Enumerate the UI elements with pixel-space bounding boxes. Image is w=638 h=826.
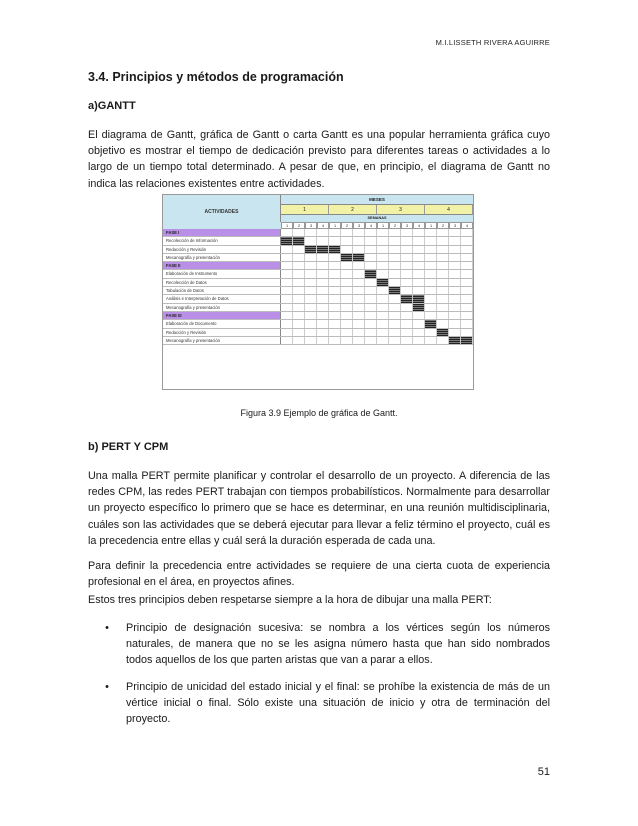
gantt-cell xyxy=(341,246,353,253)
gantt-cell xyxy=(353,229,365,236)
gantt-cell xyxy=(413,312,425,319)
gantt-cell xyxy=(377,295,389,302)
week-number: 3 xyxy=(305,222,317,229)
gantt-cell xyxy=(401,320,413,327)
gantt-cell xyxy=(437,295,449,302)
gantt-cell xyxy=(413,287,425,294)
gantt-cell xyxy=(317,312,329,319)
gantt-cell xyxy=(317,295,329,302)
gantt-cell xyxy=(365,246,377,253)
list-item xyxy=(88,679,550,728)
gantt-cell xyxy=(401,312,413,319)
gantt-cell xyxy=(425,270,437,277)
gantt-cell xyxy=(353,270,365,277)
gantt-cell xyxy=(341,229,353,236)
gantt-cell xyxy=(437,229,449,236)
gantt-cell xyxy=(281,320,293,327)
gantt-cell xyxy=(389,237,401,244)
gantt-cell xyxy=(377,270,389,277)
gantt-cell xyxy=(449,329,461,336)
gantt-cell xyxy=(293,287,305,294)
gantt-cell xyxy=(329,295,341,302)
gantt-cell xyxy=(413,329,425,336)
gantt-cell xyxy=(281,246,293,253)
gantt-cell xyxy=(281,329,293,336)
gantt-cell xyxy=(317,254,329,261)
week-numbers xyxy=(281,222,473,229)
gantt-cell xyxy=(461,312,473,319)
gantt-cell xyxy=(293,254,305,261)
gantt-cell xyxy=(449,304,461,311)
gantt-activity-row xyxy=(163,329,473,337)
gantt-bar-cell xyxy=(341,254,353,261)
gantt-cell xyxy=(317,229,329,236)
gantt-chart-figure xyxy=(162,194,474,390)
gantt-cell xyxy=(377,287,389,294)
gantt-cell xyxy=(437,304,449,311)
gantt-cell xyxy=(437,254,449,261)
gantt-cell xyxy=(305,229,317,236)
week-number: 3 xyxy=(353,222,365,229)
gantt-cell xyxy=(437,320,449,327)
principles-list xyxy=(88,620,550,737)
gantt-cell xyxy=(461,279,473,286)
gantt-cell xyxy=(425,287,437,294)
gantt-cell xyxy=(341,304,353,311)
gantt-cell xyxy=(425,254,437,261)
gantt-cell xyxy=(365,337,377,344)
gantt-heading: a)GANTT xyxy=(88,100,136,112)
month-number: 3 xyxy=(377,205,425,215)
gantt-cell xyxy=(389,304,401,311)
gantt-cell xyxy=(389,262,401,269)
gantt-cell xyxy=(281,229,293,236)
gantt-cell xyxy=(413,320,425,327)
running-header: M.I.LISSETH RIVERA AGUIRRE xyxy=(435,38,550,47)
gantt-cell xyxy=(377,229,389,236)
gantt-cell xyxy=(389,254,401,261)
gantt-cell xyxy=(293,312,305,319)
gantt-bar-cell xyxy=(365,270,377,277)
gantt-cell xyxy=(329,237,341,244)
gantt-bar-cell xyxy=(401,295,413,302)
gantt-bar-cell xyxy=(281,237,293,244)
gantt-cell xyxy=(353,262,365,269)
activity-label: Mecanografía y presentación xyxy=(163,304,281,311)
gantt-cell xyxy=(293,304,305,311)
activity-label: Tabulación de Datos xyxy=(163,287,281,294)
gantt-cell xyxy=(401,337,413,344)
gantt-cell xyxy=(281,295,293,302)
gantt-cell xyxy=(389,229,401,236)
week-number: 4 xyxy=(317,222,329,229)
gantt-cell xyxy=(293,295,305,302)
gantt-cell xyxy=(353,237,365,244)
gantt-cell xyxy=(293,320,305,327)
gantt-bar-cell xyxy=(449,337,461,344)
activities-header: ACTIVIDADES xyxy=(163,195,281,229)
gantt-bar-cell xyxy=(425,320,437,327)
gantt-cell xyxy=(401,246,413,253)
gantt-cell xyxy=(365,254,377,261)
gantt-cell xyxy=(413,229,425,236)
gantt-cell xyxy=(425,262,437,269)
gantt-cell xyxy=(449,254,461,261)
gantt-cell xyxy=(461,229,473,236)
gantt-cell xyxy=(329,320,341,327)
gantt-cell xyxy=(401,287,413,294)
gantt-cell xyxy=(389,246,401,253)
week-number: 1 xyxy=(425,222,437,229)
gantt-cell xyxy=(293,279,305,286)
gantt-cell xyxy=(461,254,473,261)
gantt-activity-row xyxy=(163,295,473,303)
gantt-cell xyxy=(401,304,413,311)
week-number: 4 xyxy=(413,222,425,229)
week-number: 2 xyxy=(389,222,401,229)
gantt-cell xyxy=(461,329,473,336)
gantt-cell xyxy=(305,254,317,261)
gantt-cell xyxy=(377,312,389,319)
gantt-cell xyxy=(317,270,329,277)
gantt-cell xyxy=(437,246,449,253)
gantt-cell xyxy=(401,254,413,261)
months-header: MESES xyxy=(281,195,473,205)
gantt-cell xyxy=(377,246,389,253)
gantt-phase-row xyxy=(163,229,473,237)
gantt-cell xyxy=(461,295,473,302)
gantt-cell xyxy=(341,237,353,244)
week-number: 4 xyxy=(365,222,377,229)
gantt-cell xyxy=(281,279,293,286)
gantt-cell xyxy=(401,329,413,336)
gantt-cell xyxy=(293,246,305,253)
gantt-cell xyxy=(377,262,389,269)
gantt-cell xyxy=(353,287,365,294)
bullet-icon: • xyxy=(105,622,109,634)
gantt-cell xyxy=(317,262,329,269)
gantt-cell xyxy=(305,337,317,344)
gantt-cell xyxy=(293,329,305,336)
gantt-paragraph: El diagrama de Gantt, gráfica de Gantt o carta Gantt es una popular herramienta gráfica cuyo objetivo es mostrar el tiempo de dedicación previsto para diferentes tareas o actividades a lo largo de un tiempo total determinado. A pesar de que, en principio, el diagrama de Gantt no indica las relaciones existentes entre actividades. xyxy=(88,129,550,190)
gantt-cell xyxy=(281,262,293,269)
week-number: 2 xyxy=(437,222,449,229)
gantt-cell xyxy=(329,287,341,294)
gantt-activity-row xyxy=(163,246,473,254)
week-number: 4 xyxy=(461,222,473,229)
gantt-activity-row xyxy=(163,279,473,287)
gantt-cell xyxy=(461,262,473,269)
gantt-cell xyxy=(329,329,341,336)
pert-heading: b) PERT Y CPM xyxy=(88,441,169,453)
gantt-cell xyxy=(281,287,293,294)
gantt-activity-row xyxy=(163,270,473,278)
gantt-cell xyxy=(389,295,401,302)
gantt-cell xyxy=(353,320,365,327)
gantt-cell xyxy=(437,237,449,244)
gantt-cell xyxy=(353,312,365,319)
gantt-cell xyxy=(353,304,365,311)
gantt-bar-cell xyxy=(353,254,365,261)
gantt-cell xyxy=(377,337,389,344)
gantt-cell xyxy=(401,279,413,286)
activity-label: FASE II xyxy=(163,262,281,269)
gantt-bar-cell xyxy=(461,337,473,344)
gantt-cell xyxy=(401,229,413,236)
week-number: 3 xyxy=(449,222,461,229)
gantt-cell xyxy=(365,295,377,302)
gantt-cell xyxy=(329,304,341,311)
gantt-cell xyxy=(305,295,317,302)
gantt-cell xyxy=(425,279,437,286)
gantt-phase-row xyxy=(163,262,473,270)
gantt-cell xyxy=(293,229,305,236)
gantt-cell xyxy=(281,337,293,344)
gantt-header xyxy=(163,195,473,229)
gantt-cell xyxy=(329,229,341,236)
gantt-cell xyxy=(341,270,353,277)
activity-label: Elaboración de Instrumento xyxy=(163,270,281,277)
gantt-cell xyxy=(305,329,317,336)
gantt-cell xyxy=(413,279,425,286)
gantt-cell xyxy=(365,262,377,269)
gantt-cell xyxy=(305,304,317,311)
gantt-activity-row xyxy=(163,304,473,312)
gantt-cell xyxy=(365,329,377,336)
gantt-cell xyxy=(317,304,329,311)
gantt-activity-row xyxy=(163,337,473,345)
activity-label: Análisis e Interpretación de Datos xyxy=(163,295,281,302)
gantt-cell xyxy=(317,329,329,336)
gantt-cell xyxy=(353,329,365,336)
gantt-cell xyxy=(365,237,377,244)
gantt-cell xyxy=(389,270,401,277)
gantt-cell xyxy=(413,237,425,244)
gantt-cell xyxy=(401,262,413,269)
gantt-cell xyxy=(437,279,449,286)
gantt-cell xyxy=(437,337,449,344)
week-number: 2 xyxy=(293,222,305,229)
section-title: 3.4. Principios y métodos de programación xyxy=(88,70,344,84)
gantt-cell xyxy=(437,270,449,277)
gantt-cell xyxy=(353,279,365,286)
gantt-cell xyxy=(317,279,329,286)
gantt-cell xyxy=(281,312,293,319)
gantt-cell xyxy=(341,312,353,319)
gantt-cell xyxy=(425,246,437,253)
gantt-cell xyxy=(461,320,473,327)
gantt-cell xyxy=(305,237,317,244)
gantt-cell xyxy=(341,279,353,286)
gantt-bar-cell xyxy=(389,287,401,294)
gantt-cell xyxy=(353,295,365,302)
gantt-cell xyxy=(437,287,449,294)
gantt-cell xyxy=(293,270,305,277)
gantt-cell xyxy=(329,312,341,319)
gantt-cell xyxy=(449,295,461,302)
gantt-cell xyxy=(281,254,293,261)
gantt-cell xyxy=(449,279,461,286)
gantt-cell xyxy=(389,312,401,319)
gantt-cell xyxy=(341,329,353,336)
gantt-cell xyxy=(329,270,341,277)
gantt-cell xyxy=(365,279,377,286)
gantt-cell xyxy=(329,254,341,261)
gantt-cell xyxy=(425,295,437,302)
gantt-cell xyxy=(365,287,377,294)
page-number: 51 xyxy=(537,766,550,778)
gantt-cell xyxy=(305,270,317,277)
gantt-cell xyxy=(449,287,461,294)
week-number: 2 xyxy=(341,222,353,229)
gantt-cell xyxy=(425,312,437,319)
gantt-cell xyxy=(341,287,353,294)
gantt-cell xyxy=(449,246,461,253)
activity-label: Mecanografía y presentación xyxy=(163,337,281,344)
gantt-cell xyxy=(413,254,425,261)
gantt-cell xyxy=(377,320,389,327)
gantt-cell xyxy=(317,337,329,344)
gantt-cell xyxy=(317,287,329,294)
gantt-cell xyxy=(341,337,353,344)
gantt-cell xyxy=(377,254,389,261)
gantt-phase-row xyxy=(163,312,473,320)
week-number: 1 xyxy=(329,222,341,229)
gantt-cell xyxy=(461,246,473,253)
activity-label: Redacción y Revisión xyxy=(163,329,281,336)
gantt-cell xyxy=(425,229,437,236)
list-item-text: Principio de unicidad del estado inicial y el final: se prohíbe la existencia de más de un vértice inicial o final. Sólo existe una situación de inicio y otra de terminación del proyecto. xyxy=(126,680,550,726)
gantt-cell xyxy=(377,329,389,336)
weeks-header: SEMANAS xyxy=(281,215,473,222)
gantt-cell xyxy=(389,329,401,336)
gantt-cell xyxy=(305,312,317,319)
gantt-cell xyxy=(365,229,377,236)
gantt-activity-row xyxy=(163,320,473,328)
gantt-cell xyxy=(389,337,401,344)
gantt-bar-cell xyxy=(413,304,425,311)
gantt-cell xyxy=(305,279,317,286)
gantt-cell xyxy=(401,270,413,277)
gantt-cell xyxy=(353,246,365,253)
gantt-activity-row xyxy=(163,254,473,262)
gantt-cell xyxy=(377,304,389,311)
gantt-cell xyxy=(461,304,473,311)
gantt-activity-row xyxy=(163,237,473,245)
gantt-activity-row xyxy=(163,287,473,295)
month-number: 2 xyxy=(329,205,377,215)
gantt-bar-cell xyxy=(305,246,317,253)
gantt-cell xyxy=(329,337,341,344)
gantt-cell xyxy=(305,320,317,327)
activity-label: Mecanografía y presentación xyxy=(163,254,281,261)
gantt-cell xyxy=(449,270,461,277)
gantt-cell xyxy=(341,262,353,269)
gantt-bar-cell xyxy=(293,237,305,244)
gantt-cell xyxy=(377,237,389,244)
gantt-cell xyxy=(329,279,341,286)
gantt-cell xyxy=(341,295,353,302)
activity-label: Redacción y Revisión xyxy=(163,246,281,253)
activity-label: Recolección de Información xyxy=(163,237,281,244)
gantt-cell xyxy=(341,320,353,327)
gantt-cell xyxy=(449,320,461,327)
gantt-cell xyxy=(461,287,473,294)
gantt-cell xyxy=(401,237,413,244)
pert-paragraph-1: Una malla PERT permite planificar y controlar el desarrollo de un proyecto. A diferencia de las redes CPM, las redes PERT trabajan con tiempos probabilísticos. Normalmente para desarrollar un proyecto específico lo primero que se hace es determinar, en una reunión multidisciplinaria, cuáles son las actividades que se deberá ejecutar para llevar a feliz término el proyecto, cuál es la precedencia entre ellas y cuál será la duración esperada de cada una. xyxy=(88,470,550,547)
activity-label: FASE III xyxy=(163,312,281,319)
gantt-cell xyxy=(365,304,377,311)
gantt-bar-cell xyxy=(377,279,389,286)
figure-caption: Figura 3.9 Ejemplo de gráfica de Gantt. xyxy=(240,408,398,418)
gantt-cell xyxy=(389,279,401,286)
list-item xyxy=(88,620,550,669)
gantt-cell xyxy=(425,237,437,244)
gantt-cell xyxy=(305,287,317,294)
week-number: 1 xyxy=(377,222,389,229)
gantt-cell xyxy=(437,312,449,319)
gantt-cell xyxy=(353,337,365,344)
month-numbers xyxy=(281,205,473,215)
gantt-cell xyxy=(281,304,293,311)
gantt-cell xyxy=(365,320,377,327)
gantt-cell xyxy=(461,270,473,277)
gantt-cell xyxy=(449,262,461,269)
gantt-cell xyxy=(413,270,425,277)
activity-label: Elaboración de Documento xyxy=(163,320,281,327)
gantt-cell xyxy=(281,270,293,277)
gantt-cell xyxy=(425,337,437,344)
gantt-cell xyxy=(305,262,317,269)
gantt-bar-cell xyxy=(329,246,341,253)
month-number: 4 xyxy=(425,205,473,215)
pert-paragraph-3: Estos tres principios deben respetarse siempre a la hora de dibujar una malla PERT: xyxy=(88,594,492,606)
week-number: 3 xyxy=(401,222,413,229)
gantt-bar-cell xyxy=(437,329,449,336)
gantt-cell xyxy=(413,246,425,253)
gantt-cell xyxy=(329,262,341,269)
gantt-cell xyxy=(293,337,305,344)
gantt-cell xyxy=(437,262,449,269)
gantt-cell xyxy=(389,320,401,327)
activity-label: Recolección de Datos xyxy=(163,279,281,286)
bullet-icon: • xyxy=(105,680,109,693)
gantt-cell xyxy=(365,312,377,319)
gantt-cell xyxy=(449,229,461,236)
gantt-cell xyxy=(413,262,425,269)
gantt-cell xyxy=(461,237,473,244)
gantt-cell xyxy=(293,262,305,269)
month-number: 1 xyxy=(281,205,329,215)
gantt-cell xyxy=(449,312,461,319)
gantt-cell xyxy=(425,304,437,311)
gantt-bar-cell xyxy=(413,295,425,302)
list-item-text: Principio de designación sucesiva: se nombra a los vértices según los números naturales, de manera que no se les asigna número hasta que han sido nombrados todos aquellos de los que parten aristas que van a parar a ellos. xyxy=(126,622,550,667)
week-number: 1 xyxy=(281,222,293,229)
pert-paragraph-2: Para definir la precedencia entre actividades se requiere de una cierta cuota de experiencia profesional en el área, en proyectos afines. xyxy=(88,560,550,589)
gantt-body xyxy=(163,229,473,345)
gantt-bar-cell xyxy=(317,246,329,253)
activity-label: FASE I xyxy=(163,229,281,236)
gantt-cell xyxy=(413,337,425,344)
gantt-cell xyxy=(317,237,329,244)
gantt-cell xyxy=(425,329,437,336)
gantt-cell xyxy=(449,237,461,244)
gantt-cell xyxy=(317,320,329,327)
week-number-row xyxy=(163,222,473,229)
